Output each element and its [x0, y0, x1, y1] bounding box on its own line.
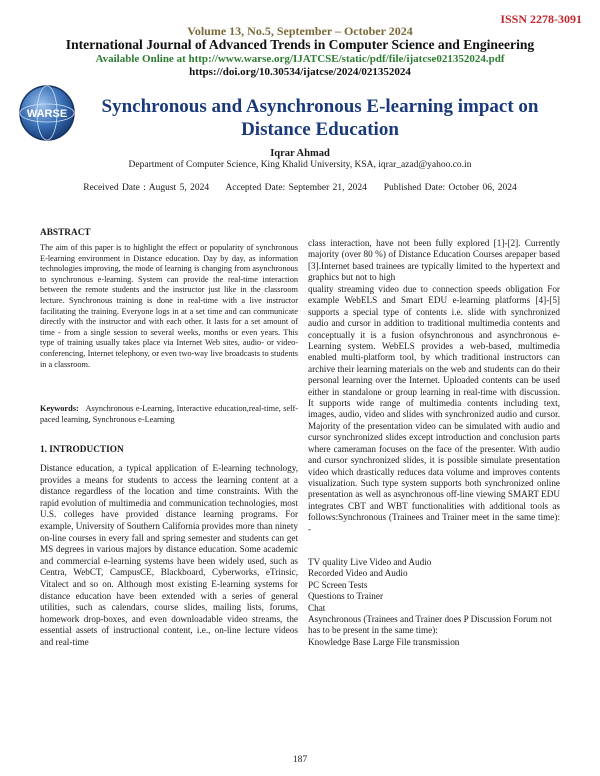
- abstract-heading: ABSTRACT: [40, 228, 91, 238]
- sync-list: [308, 557, 560, 614]
- page-number: 187: [292, 755, 308, 765]
- keywords: [40, 404, 298, 425]
- logo-text: WARSE: [26, 108, 68, 120]
- author-name: Iqrar Ahmad: [270, 148, 330, 159]
- volume-line: Volume 13, No.5, September – October 2024: [187, 24, 413, 38]
- journal-title: International Journal of Advanced Trends in Computer Science and Engineering: [65, 37, 535, 52]
- intro-heading: 1. INTRODUCTION: [40, 445, 124, 455]
- keywords-text: Asynchronous e-Learning, Interactive education,real-time, self-paced learning, Synchronous e-Learning: [40, 404, 298, 424]
- affiliation: Department of Computer Science, King Khalid University, KSA, iqrar_azad@yahoo.co.in: [128, 160, 472, 170]
- title-line-1: Synchronous and Asynchronous E-learning impact on: [101, 96, 539, 117]
- right-para-1: class interaction, have not been fully explored [1]-[2]. Currently majority (over 80 %) of Distance Education Courses arepaper based [3].Internet based trainees are typically limited to the hypertext and graphics but not to high: [308, 238, 560, 283]
- list-item: Knowledge Base Large File transmission: [308, 637, 460, 647]
- publication-dates: Received Date : August 5, 2024 Accepted Date: September 21, 2024 Published Date: October 06, 2024: [83, 183, 517, 193]
- online-url[interactable]: Available Online at http://www.warse.org/IJATCSE/static/pdf/file/ijatcse021352024.pdf: [95, 53, 505, 65]
- list-item: Chat: [308, 602, 326, 613]
- list-item: Questions to Trainer: [308, 591, 384, 602]
- list-item: TV quality Live Video and Audio: [308, 557, 432, 567]
- issn-label: ISSN 2278-3091: [500, 12, 582, 26]
- keywords-label: Keywords:: [40, 404, 79, 413]
- intro-text: Distance education, a typical application of E-learning technology, provides a means for students to access the learning content at a distance regardless of the location and time constraints. With the rapid evolution of multimedia and communication technologies, most U.S. colleges have provided distance learning programs. For example, University of Southern California provides more than ninety on-line courses in every fall and spring semester and students can get MS degrees in various majors by distance education. Some academic and commercial e-learning systems have been widely used, such as Centra, WebCT, CampusCE, Blackboard, Cyberworks, eTrinsic, Vitalect and so on. Although most existing E-learning systems for distance education have been extended with a series of general utilities, such as calendars, course slides, mailing lists, forums, homework drop-boxes, and even downloadable video streams, the essential assets of instructional content, i.e., on-line lecture videos and real-time: [40, 463, 298, 647]
- warse-logo: [18, 84, 76, 142]
- abstract-text: The aim of this paper is to highlight the effect or popularity of synchronous E-learning environment in Distance education. Day by day, as information technologies improving, the mode of learning is changing from asynchronous to synchronous e-learning. System can provide the real-time interaction between the remote students and the instructor just like in the classroom lecture. Synchronous training is done in real-time with a live instructor facilitating the training. Everyone logs in at a set time and can communicate directly with the instructor and with each other. It lasts for a set amount of time - from a single session to several weeks, months or even years. This type of training usually takes place via Internet Web sites, audio- or video-conferencing, Internet telephony, or even two-way live broadcasts to students in a classroom.: [40, 243, 298, 369]
- right-para-3: Asynchronous (Trainees and Trainer does P Discussion Forum not has to be present in the same time):: [308, 614, 552, 636]
- async-list: [308, 637, 560, 648]
- paper-title: [90, 95, 550, 141]
- title-line-2: Distance Education: [241, 119, 399, 140]
- doi-link[interactable]: https://doi.org/10.30534/ijatcse/2024/021352024: [189, 66, 411, 78]
- list-item: Recorded Video and Audio: [308, 568, 408, 579]
- list-item: PC Screen Tests: [308, 579, 368, 590]
- right-para-2: quality streaming video due to connection speeds obligation For example WebELS and Smart EDU e-learning platforms [4]-[5] supports a special type of contents i.e. slide with synchronized audio and cursor in addition to traditional multimedia contents and conceptually it is a fusion ofsynchronous and asynchronous e-Learning system. WebELS provides a web-based, multimedia enabled multi-platform tool, by which traditional instructors can archive their learning materials on the web and students can do their personal learning over the Internet. Uploaded contents can be used either in standalone or group learning in real-time with discussion. It supports wide range of multimedia contents including text, images, audio, video and slides with synchronized audio and cursor. Majority of the presentation video can be simulated with audio and cursor synchronized slides except introduction and conclusion parts where cameraman focuses on the face of the presenter. With audio and cursor synchronized slides, it is possible simulate presentation video which drastically reduces data volume and improves contents visualization. Such type system supports both synchronized online presentation as well as asynchronous off-line viewing SMART EDU integrates CBT and WBT functionalities with additional tools as follows:Synchronous (Trainees and Trainer meet in the same time): -: [308, 284, 560, 534]
